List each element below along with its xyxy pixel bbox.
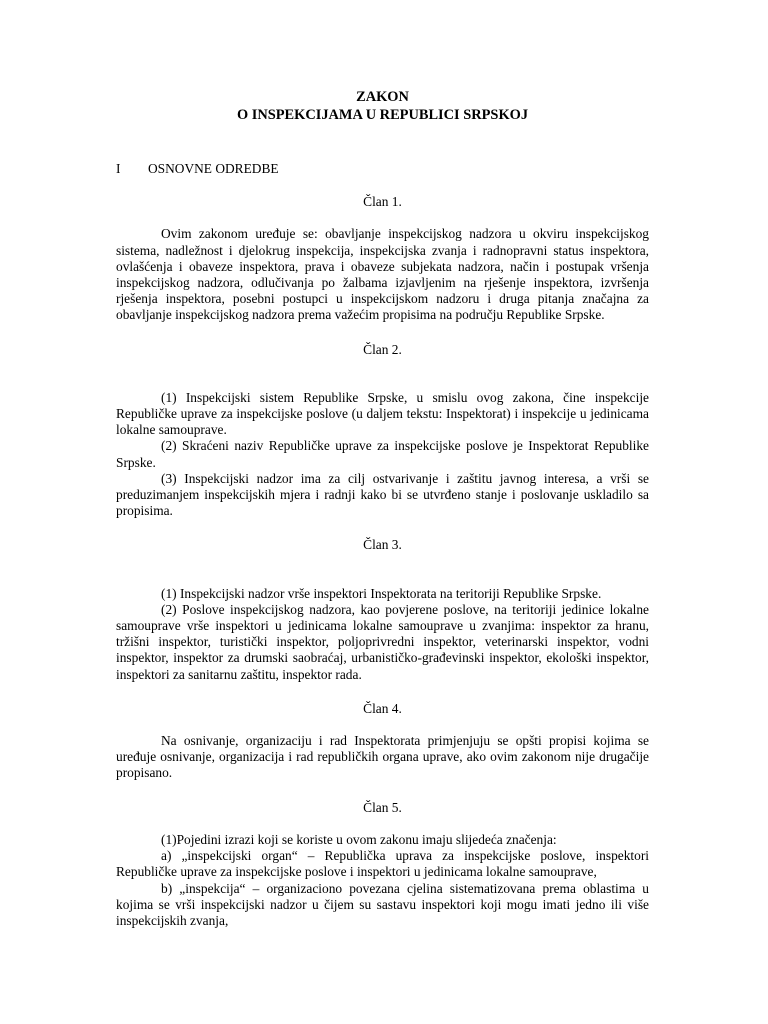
article-1-paragraph-1: Ovim zakonom uređuje se: obavljanje inspekcijskog nadzora u okviru inspekcijskog sistema, nadležnost i djelokrug inspekcija, inspekcijska zvanja i radnopravni status inspektora, ovlašćenja i obaveze inspektora, prava i obaveze subjekata nadzora, način i postupak vršenja inspekcijskog nadzora, odlučivanja po žalbama izjavljenim na rješenje inspektora, izvršenja rješenja inspektora, posebni postupci u inspekcijskom nadzoru i druga pitanja značajna za obavljanje inspekcijskog nadzora prema važećim propisima na području Republike Srpske.	[116, 226, 649, 323]
law-title-line-2: O INSPEKCIJAMA U REPUBLICI SRPSKOJ	[236, 107, 529, 123]
section-heading	[116, 161, 649, 177]
article-1-heading: Član 1.	[363, 194, 402, 210]
law-title	[116, 88, 649, 124]
document-page	[116, 88, 649, 929]
article-2-paragraph-1: (1) Inspekcijski sistem Republike Srpske, u smislu ovog zakona, čine inspekcije Republičke uprave za inspekcijske poslove (u daljem tekstu: Inspektorat) i inspekcije u jedinicama lokalne samouprave.	[116, 389, 649, 438]
article-4-paragraph-1: Na osnivanje, organizaciju i rad Inspektorata primjenjuju se opšti propisi kojima se uređuje osnivanje, organizacija i rad republičkih organa uprave, ako ovim zakonom nije drugačije propisano.	[116, 733, 649, 781]
article-2-paragraph-3: (3) Inspekcijski nadzor ima za cilj ostvarivanje i zaštitu javnog interesa, a vrši se preduzimanjem inspekcijskih mjera i radnji kako bi se utvrđeno stanje i poslovanje uskladilo sa propisima.	[116, 470, 649, 519]
section-number: I	[116, 161, 121, 176]
law-title-line-1: ZAKON	[356, 89, 409, 105]
article-5-paragraph-1: (1)Pojedini izrazi koji se koriste u ovom zakonu imaju slijedeća značenja:	[161, 831, 557, 847]
section-title: OSNOVNE ODREDBE	[148, 161, 279, 176]
article-5-heading: Član 5.	[363, 799, 402, 815]
article-2-heading: Član 2.	[363, 341, 402, 357]
article-4-heading: Član 4.	[363, 700, 402, 716]
article-5-paragraph-2: a) „inspekcijski organ“ – Republička uprava za inspekcijske poslove, inspektori Republičke uprave za inspekcijske poslove i inspektori u jedinicama lokalne samouprave,	[116, 848, 649, 880]
article-2-paragraph-2: (2) Skraćeni naziv Republičke uprave za inspekcijske poslove je Inspektorat Republike Srpske.	[116, 438, 649, 470]
article-3-paragraph-1: (1) Inspekcijski nadzor vrše inspektori Inspektorata na teritoriji Republike Srpske.	[161, 585, 602, 601]
article-3-heading: Član 3.	[363, 537, 402, 553]
article-3-paragraph-2: (2) Poslove inspekcijskog nadzora, kao povjerene poslove, na teritoriji jedinice lokalne samouprave vrše inspektori u jedinicama lokalne samouprave u zvanjima: inspektor za hranu, tržišni inspektor, turistički inspektor, poljoprivredni inspektor, veterinarski inspektor, vodni inspektor, inspektor za drumski saobraćaj, urbanističko-građevinski inspektor, ekološki inspektor, inspektori za sanitarnu zaštitu, inspektor rada.	[116, 601, 649, 682]
article-5-paragraph-3: b) „inspekcija“ – organizaciono povezana cjelina sistematizovana prema oblastima u kojima se vrši inspekcijski nadzor u čijem su sastavu inspektori koji mogu imati jedno ili više inspekcijskih zvanja,	[116, 880, 649, 928]
